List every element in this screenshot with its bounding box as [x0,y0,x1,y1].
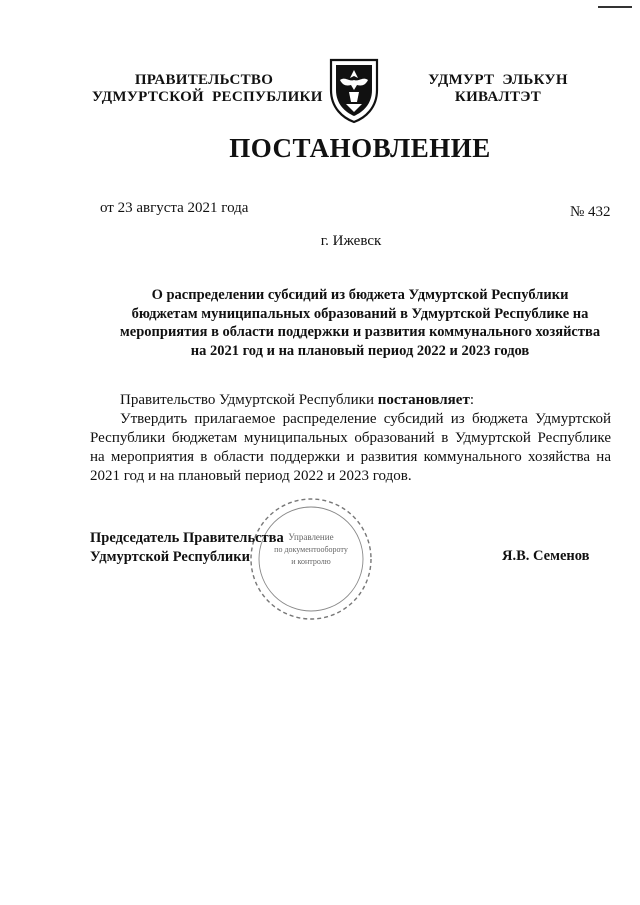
udmurt-coat-of-arms-icon [327,56,381,124]
signatory-position-line2: Удмуртской Республики [90,549,250,565]
subject-line: мероприятия в области поддержки и развития коммунального хозяйства [119,324,601,340]
header-right-line1: УДМУРТ ЭЛЬКУН [428,72,568,88]
scan-mark [598,6,632,8]
signatory-position-line1: Председатель Правительства [90,530,284,546]
body-paragraph: Утвердить прилагаемое распределение субсидий из бюджета Удмуртской Республики бюджетам муниципальных образований в Удмуртской Республике на мероприятия в области поддержки и развития коммунального хозяйства на 2021 год и на плановый период 2022 и 2023 годов. [90,411,611,484]
stamp-line: Управление [288,532,334,542]
header-right [418,72,578,106]
body-colon: : [469,392,474,408]
signatory-position [90,529,284,567]
document-city: г. Ижевск [320,233,382,249]
header-right-line2: КИВАЛТЭТ [454,89,542,105]
body-lead: Правительство Удмуртской Республики [120,392,378,408]
document-body [90,391,611,486]
subject-line: О распределении субсидий из бюджета Удмуртской Республики [151,287,569,303]
document-subject [90,286,630,360]
header-left [92,72,323,106]
signatory-name: Я.В. Семенов [502,548,590,564]
document-date: от 23 августа 2021 года [100,200,249,216]
stamp-line: по документообороту [274,545,348,554]
subject-line: бюджетам муниципальных образований в Удмуртской Республике на [131,305,589,322]
body-decree-word: постановляет [377,392,470,408]
body-paragraph [90,391,611,410]
document-number: № 432 [570,204,611,220]
stamp-line: и контролю [291,557,331,566]
header-left-line1: ПРАВИТЕЛЬСТВО [134,72,274,88]
document-title: ПОСТАНОВЛЕНИЕ [229,133,491,163]
subject-line: на 2021 год и на плановый период 2022 и 2023 годов [190,342,530,359]
header-left-line2: УДМУРТСКОЙ РЕСПУБЛИКИ [92,89,323,105]
